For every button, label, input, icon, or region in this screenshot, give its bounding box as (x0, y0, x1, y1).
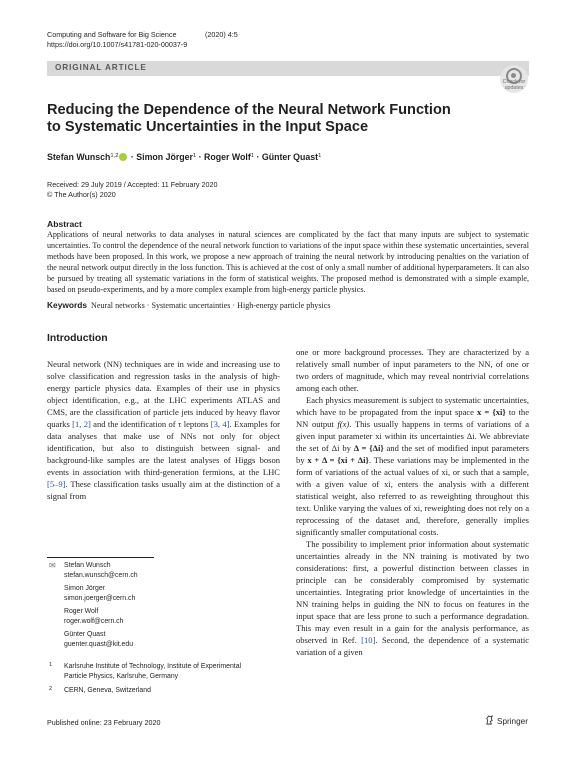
orcid-icon[interactable] (119, 153, 127, 161)
copyright: © The Author(s) 2020 (47, 190, 116, 199)
contact-entry: Roger Wolf roger.wolf@cern.ch (64, 608, 124, 625)
journal-name: Computing and Software for Big Science (47, 30, 177, 39)
received-accepted: Received: 29 July 2019 / Accepted: 11 February 2020 (47, 180, 218, 189)
email-link[interactable]: roger.wolf@cern.ch (64, 618, 124, 625)
citation-link[interactable]: [1, 2] (72, 419, 91, 429)
running-header (47, 30, 238, 50)
paragraph: Each physics measurement is subject to systematic uncertainties, which have to be propagated from the input space x = {xi} to the NN output f(x). This usually happens in terms of variations of a given input parameter xi within its uncertainties Δi. We abbreviate the set of Δi by Δ = {Δi} and the set of modified input parameters by x + Δ = {xi + Δi}. These variations may be implemented in the form of variations of the actual values of xi, or such that a sample, with a given value of xi, enters the analysis with a different statistical weight, also referred to as reweighting throughout this text. Unlike varying the values of xi, reweighting does not rely on a reprocessing of the dataset and, therefore, generally implies significantly smaller computational costs. (296, 395, 530, 537)
author-name[interactable]: Roger Wolf (204, 152, 251, 162)
article-type-label: ORIGINAL ARTICLE (55, 63, 147, 72)
keywords-list: Neural networks · Systematic uncertainties · High-energy particle physics (91, 301, 331, 310)
contact-entry: Günter Quast guenter.quast@kit.edu (64, 631, 134, 648)
keywords-label: Keywords (47, 300, 88, 310)
abstract-text: Applications of neural networks to data analyses in natural sciences are complicated by the fact that many inputs are subject to systematic uncertainties. To control the dependence of the neural network function to variations of the input space within these systematic uncertainties, several methods have been proposed. In this work, we propose a new approach of training the neural network by introducing penalties on the variation of the neural network output directly in the loss function. This is achieved at the cost of only a small number of additional hyperparameters. It can also be pursued by treating all systematic variations in the form of statistical weights. The proposed method is demonstrated with a simple example, based on pseudo-experiments, and by a more complex example from high-energy particle physics. (47, 230, 529, 294)
email-link[interactable]: guenter.quast@kit.edu (64, 641, 134, 648)
author-name[interactable]: Simon Jörger (136, 152, 193, 162)
volume-info: (2020) 4:5 (205, 30, 238, 39)
author-list: Stefan Wunsch$^{1,2}$ · Simon Jörger$^1$ · Roger Wolf$^1$ · Günter Quast$^1$ (47, 152, 322, 162)
publisher-name: Springer (497, 717, 528, 726)
envelope-icon: ✉ (49, 561, 56, 570)
contact-entry: Stefan Wunsch stefan.wunsch@cern.ch (64, 562, 138, 579)
abstract-heading: Abstract (47, 219, 82, 229)
citation-link[interactable]: [3, 4] (210, 419, 230, 429)
check-for-updates-label[interactable]: Check for updates (502, 79, 526, 91)
paper-title: Reducing the Dependence of the Neural Network Function to Systematic Uncertainties in the Input Space (47, 102, 451, 135)
article-type-banner (47, 61, 529, 76)
author-name[interactable]: Stefan Wunsch (47, 152, 111, 162)
email-link[interactable]: stefan.wunsch@cern.ch (64, 572, 138, 579)
doi-link[interactable]: https://doi.org/10.1007/s41781-020-00037-9 (47, 40, 188, 49)
article-dates (47, 180, 217, 200)
paragraph: one or more background processes. They are characterized by a relatively small number of input parameters to the NN, of one or two orders of magnitude, which may reveal nontrivial correlations among each other. (296, 347, 529, 393)
right-column (296, 346, 529, 658)
springer-horse-icon (485, 715, 494, 725)
contact-entry: Simon Jörger simon.joerger@cern.ch (64, 585, 136, 602)
keywords (47, 300, 330, 311)
paragraph: The possibility to implement prior information about systematic uncertainties already in the NN training is motivated by two considerations: first, a powerful distinction between classes in principle can be considerably compromised by systematic uncertainties. Integrating prior knowledge of uncertainties in the NN training helps in guiding the NN to focus on features in the input space that are less prone to such a performance degradation. This may even result in a gain for the analysis performance, as observed in Ref. [10]. Second, the dependence of a systematic variation of a given (296, 539, 529, 657)
citation-link[interactable]: [10] (361, 635, 376, 645)
author-name[interactable]: Günter Quast (261, 152, 319, 162)
left-column (47, 358, 280, 502)
paragraph: Neural network (NN) techniques are in wide and increasing use to solve classification and regression tasks in the analysis of high-energy particle physics data. Examples of their use in physics object identification, e.g., at the LHC experiments ATLAS and CMS, are the classification of particle jets induced by heavy flavor quarks [1, 2] and the identification of τ leptons [3, 4]. Examples for data analyses that make use of NNs not only for object identification, but also to distinguish between signal- and background-like samples are the latest analyses of Higgs boson events in association with third-generation fermions, at the LHC [5–9]. These classification tasks usually aim at the distinction of a signal from (47, 359, 280, 501)
published-date: Published online: 23 February 2020 (47, 718, 161, 727)
citation-link[interactable]: [5–9] (47, 479, 66, 489)
footnote-divider (47, 557, 154, 558)
section-heading-introduction: Introduction (47, 333, 108, 344)
email-link[interactable]: simon.joerger@cern.ch (64, 595, 136, 602)
publisher-logo (485, 715, 528, 726)
